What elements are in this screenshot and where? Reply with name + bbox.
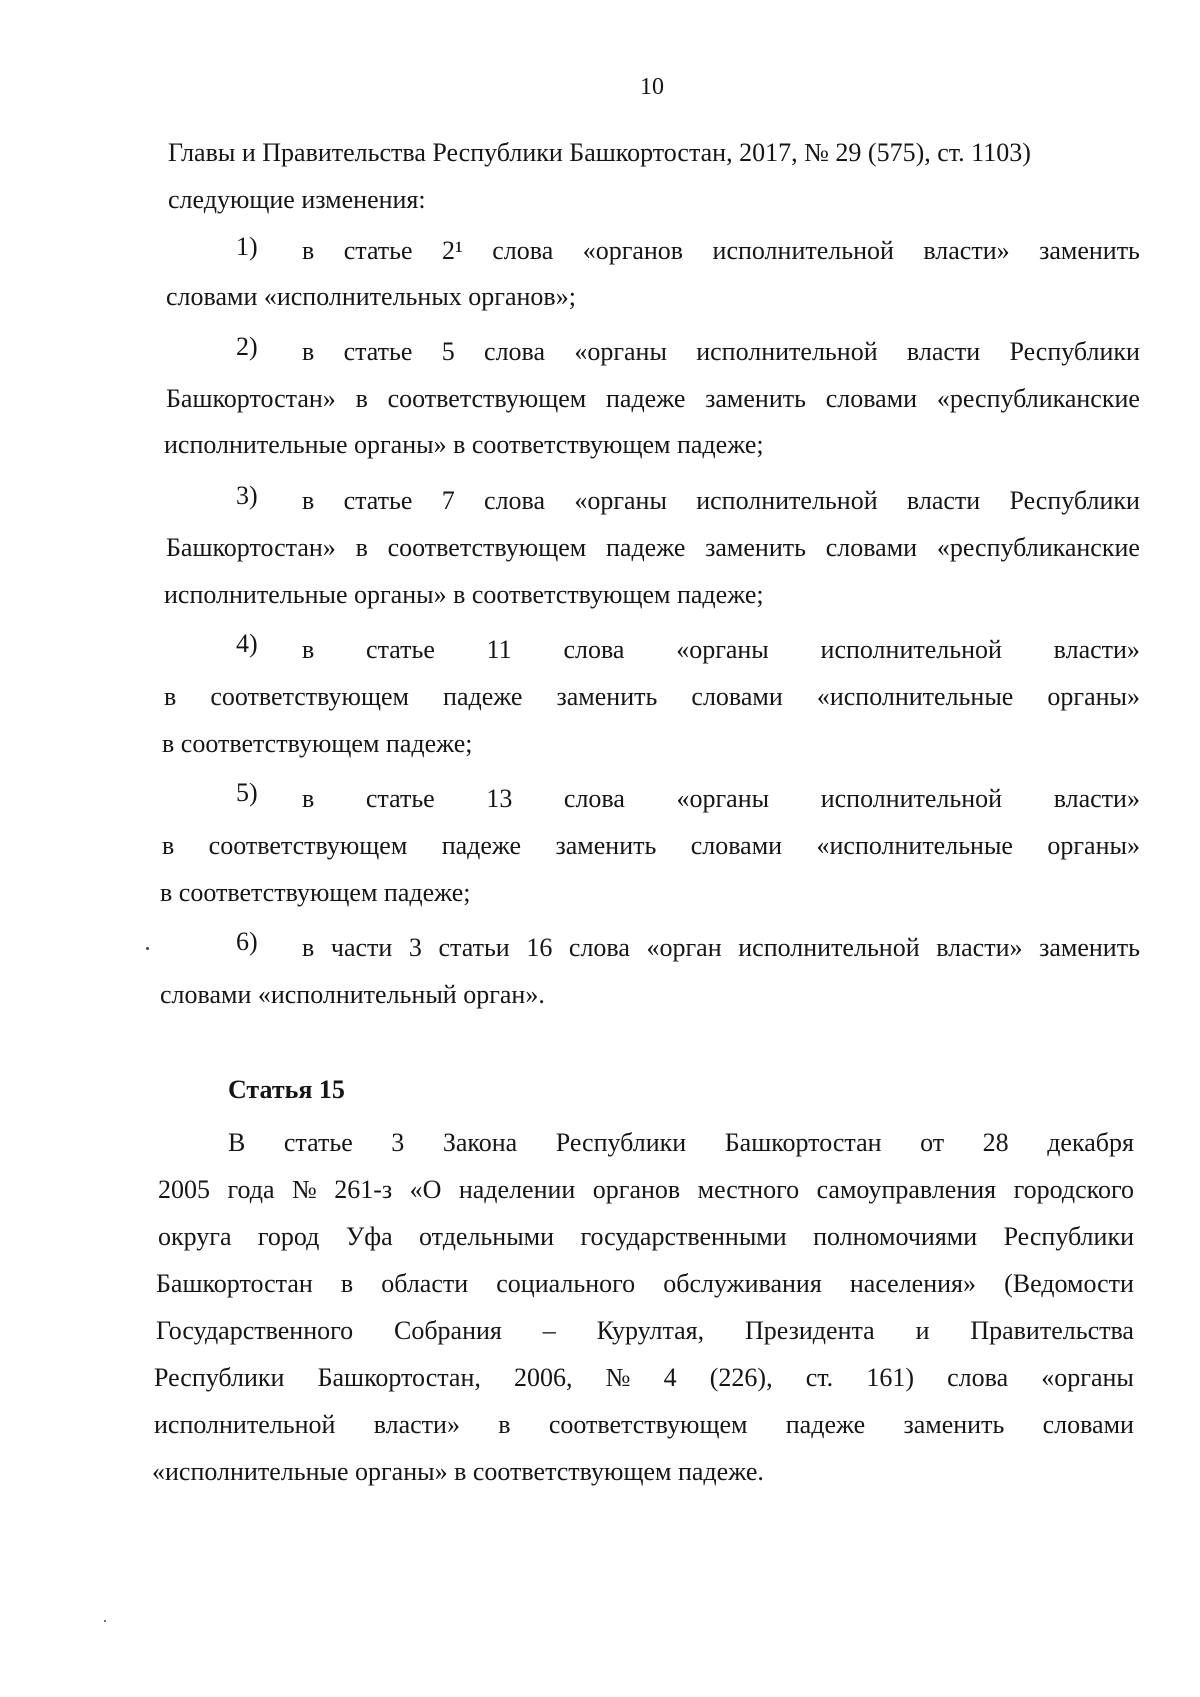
word: в bbox=[355, 533, 368, 562]
intro-line-1 bbox=[168, 136, 1140, 170]
word: «органы bbox=[676, 784, 770, 813]
word: Башкортостан» bbox=[166, 384, 336, 413]
word: заменить bbox=[555, 831, 657, 860]
word: в bbox=[340, 1269, 354, 1298]
word: в bbox=[302, 236, 315, 265]
word: словами bbox=[690, 831, 783, 860]
word: словами bbox=[691, 682, 783, 711]
item-2-number: 2) bbox=[236, 332, 258, 361]
word: года bbox=[227, 1175, 275, 1204]
word: местного bbox=[697, 1175, 800, 1204]
item-4-line-3: в соответствующем падеже; bbox=[162, 729, 473, 758]
word: власти» bbox=[373, 1410, 460, 1439]
word: «орган bbox=[646, 933, 722, 962]
word: заменить bbox=[705, 384, 806, 413]
word: заменить bbox=[705, 533, 806, 562]
word: «республиканские bbox=[936, 533, 1140, 562]
word: соответствующем bbox=[387, 533, 587, 562]
article-15-line-1 bbox=[228, 1126, 1134, 1160]
word: Башкортостан bbox=[156, 1269, 313, 1298]
word: полномочиями bbox=[813, 1222, 978, 1251]
word: органов bbox=[592, 1175, 681, 1204]
word: Республики bbox=[1009, 486, 1140, 515]
word: соответствующем bbox=[548, 1410, 748, 1439]
word: слова bbox=[568, 933, 630, 962]
word: Республики bbox=[1003, 1222, 1134, 1251]
item-6-number: 6) bbox=[236, 927, 258, 956]
word: заменить bbox=[903, 1410, 1005, 1439]
word: заменить bbox=[1039, 236, 1140, 265]
word: органы» bbox=[1047, 682, 1140, 711]
word: исполнительной bbox=[696, 486, 878, 515]
word: наделении bbox=[458, 1175, 576, 1204]
word: исполнительной bbox=[738, 933, 920, 962]
word: 2005 bbox=[158, 1175, 210, 1204]
intro-text: Главы и Правительства Республики Башкортостан, 2017, № 29 (575), ст. 1103) bbox=[168, 138, 1031, 167]
word: «органов bbox=[582, 236, 684, 265]
word: «республиканские bbox=[936, 384, 1140, 413]
word: соответствующем bbox=[208, 831, 408, 860]
item-1-line-1 bbox=[302, 234, 1140, 268]
intro-line-2: следующие изменения: bbox=[168, 185, 426, 214]
article-15-line-3 bbox=[158, 1220, 1134, 1254]
word: слова bbox=[484, 486, 546, 515]
item-3-line-1 bbox=[302, 484, 1140, 518]
word: «органы bbox=[676, 635, 769, 664]
word: в bbox=[302, 635, 315, 664]
word: социального bbox=[496, 1269, 636, 1298]
word: В bbox=[228, 1128, 246, 1157]
item-4-number: 4) bbox=[236, 629, 258, 658]
word: власти bbox=[906, 486, 981, 515]
word: 5 bbox=[441, 337, 455, 366]
word: отдельными bbox=[419, 1222, 555, 1251]
word: слова bbox=[492, 236, 554, 265]
article-15-line-4 bbox=[156, 1267, 1134, 1301]
word: № bbox=[291, 1175, 317, 1204]
word: статье bbox=[366, 635, 435, 664]
word: Башкортостан bbox=[724, 1128, 882, 1157]
article-15-line-7 bbox=[154, 1408, 1134, 1442]
word: слова bbox=[947, 1363, 1009, 1392]
item-2-line-2 bbox=[166, 382, 1140, 416]
word: слова bbox=[563, 635, 625, 664]
word: 16 bbox=[526, 933, 553, 962]
word: и bbox=[915, 1316, 930, 1345]
word: статье bbox=[343, 337, 413, 366]
article-15-line-6 bbox=[154, 1361, 1134, 1395]
word: статье bbox=[343, 236, 413, 265]
word: Башкортостан, bbox=[317, 1363, 481, 1392]
word: в bbox=[162, 831, 175, 860]
word: области bbox=[381, 1269, 469, 1298]
word: органы» bbox=[1047, 831, 1140, 860]
word: статье bbox=[283, 1128, 353, 1157]
item-3-line-2 bbox=[166, 531, 1140, 565]
word: в bbox=[302, 933, 315, 962]
word: власти» bbox=[923, 236, 1010, 265]
word: падеже bbox=[441, 831, 522, 860]
article-15-line-2 bbox=[158, 1173, 1134, 1207]
word: слова bbox=[563, 784, 625, 813]
word: «органы bbox=[574, 337, 667, 366]
word: «исполнительные bbox=[816, 682, 1014, 711]
word: Президента bbox=[744, 1316, 875, 1345]
word: Республики bbox=[1009, 337, 1140, 366]
item-6-line-2: словами «исполнительный орган». bbox=[160, 980, 545, 1009]
word: город bbox=[257, 1222, 320, 1251]
word: «исполнительные bbox=[816, 831, 1013, 860]
item-4-line-1 bbox=[302, 633, 1140, 667]
word: статье bbox=[343, 486, 413, 515]
word: Закона bbox=[442, 1128, 518, 1157]
word: «органы bbox=[574, 486, 667, 515]
word: № bbox=[605, 1363, 631, 1392]
word: «органы bbox=[1041, 1363, 1134, 1392]
word: власти bbox=[906, 337, 981, 366]
article-15-line-5 bbox=[156, 1314, 1134, 1348]
word: исполнительной bbox=[820, 635, 1002, 664]
word: «О bbox=[409, 1175, 442, 1204]
word: статье bbox=[365, 784, 435, 813]
word: ст. bbox=[805, 1363, 834, 1392]
word: декабря bbox=[1047, 1128, 1134, 1157]
word: от bbox=[920, 1128, 945, 1157]
word: власти» bbox=[1053, 784, 1140, 813]
word: заменить bbox=[1039, 933, 1140, 962]
word: в bbox=[302, 784, 315, 813]
word: падеже bbox=[605, 384, 686, 413]
word: округа bbox=[158, 1222, 232, 1251]
word: 2¹ bbox=[442, 236, 463, 265]
word: обслуживания bbox=[663, 1269, 822, 1298]
word: 11 bbox=[486, 635, 512, 664]
item-6-line-1 bbox=[302, 931, 1140, 965]
item-1-line-2: словами «исполнительных органов»; bbox=[166, 282, 576, 311]
article-15-line-8: «исполнительные органы» в соответствующем падеже. bbox=[152, 1457, 764, 1486]
word: 3 bbox=[408, 933, 422, 962]
word: Республики bbox=[154, 1363, 285, 1392]
word: исполнительной bbox=[696, 337, 878, 366]
scan-speck bbox=[104, 1620, 106, 1622]
word: Государственного bbox=[156, 1316, 354, 1345]
word: словами bbox=[825, 384, 918, 413]
word: исполнительной bbox=[712, 236, 894, 265]
word: власти» bbox=[1053, 635, 1140, 664]
item-5-line-1 bbox=[302, 782, 1140, 816]
word: части bbox=[330, 933, 393, 962]
word: заменить bbox=[556, 682, 658, 711]
word: словами bbox=[825, 533, 918, 562]
word: 2006, bbox=[514, 1363, 573, 1392]
word: государственными bbox=[580, 1222, 787, 1251]
item-3-number: 3) bbox=[236, 481, 258, 510]
word: в bbox=[302, 337, 315, 366]
word: Башкортостан» bbox=[166, 533, 336, 562]
word: 7 bbox=[441, 486, 455, 515]
word: городского bbox=[1013, 1175, 1134, 1204]
item-5-line-2 bbox=[162, 829, 1140, 863]
word: исполнительной bbox=[820, 784, 1003, 813]
word: статьи bbox=[438, 933, 510, 962]
word: 13 bbox=[486, 784, 513, 813]
word: слова bbox=[484, 337, 546, 366]
item-4-line-2 bbox=[164, 680, 1140, 714]
word: власти» bbox=[936, 933, 1023, 962]
word: словами bbox=[1042, 1410, 1134, 1439]
item-3-line-3: исполнительные органы» в соответствующем падеже; bbox=[164, 580, 764, 609]
word: в bbox=[164, 682, 177, 711]
item-5-line-3: в соответствующем падеже; bbox=[160, 878, 471, 907]
word: исполнительной bbox=[154, 1410, 336, 1439]
word: 161) bbox=[866, 1363, 914, 1392]
word: Республики bbox=[555, 1128, 687, 1157]
article-15-heading: Статья 15 bbox=[228, 1075, 345, 1104]
word: падеже bbox=[605, 533, 686, 562]
word: соответствующем bbox=[210, 682, 409, 711]
word: в bbox=[498, 1410, 511, 1439]
word: падеже bbox=[443, 682, 523, 711]
word: самоуправления bbox=[816, 1175, 997, 1204]
scan-speck bbox=[146, 947, 149, 950]
word: соответствующем bbox=[387, 384, 587, 413]
word: падеже bbox=[785, 1410, 866, 1439]
word: Курултая, bbox=[596, 1316, 705, 1345]
item-2-line-3: исполнительные органы» в соответствующем падеже; bbox=[164, 430, 764, 459]
word: 4 bbox=[663, 1363, 677, 1392]
word: 3 bbox=[391, 1128, 405, 1157]
word: (Ведомости bbox=[1004, 1269, 1134, 1298]
word: в bbox=[355, 384, 368, 413]
word: населения» bbox=[849, 1269, 977, 1298]
word: 261-з bbox=[334, 1175, 393, 1204]
word: Правительства bbox=[970, 1316, 1134, 1345]
item-2-line-1 bbox=[302, 335, 1140, 369]
word: Уфа bbox=[345, 1222, 393, 1251]
word: (226), bbox=[709, 1363, 773, 1392]
word: Собрания bbox=[393, 1316, 502, 1345]
word: 28 bbox=[982, 1128, 1009, 1157]
item-5-number: 5) bbox=[236, 778, 258, 807]
item-1-number: 1) bbox=[236, 232, 258, 261]
word: в bbox=[302, 486, 315, 515]
page-number: 10 bbox=[640, 74, 664, 100]
word: – bbox=[542, 1316, 556, 1345]
